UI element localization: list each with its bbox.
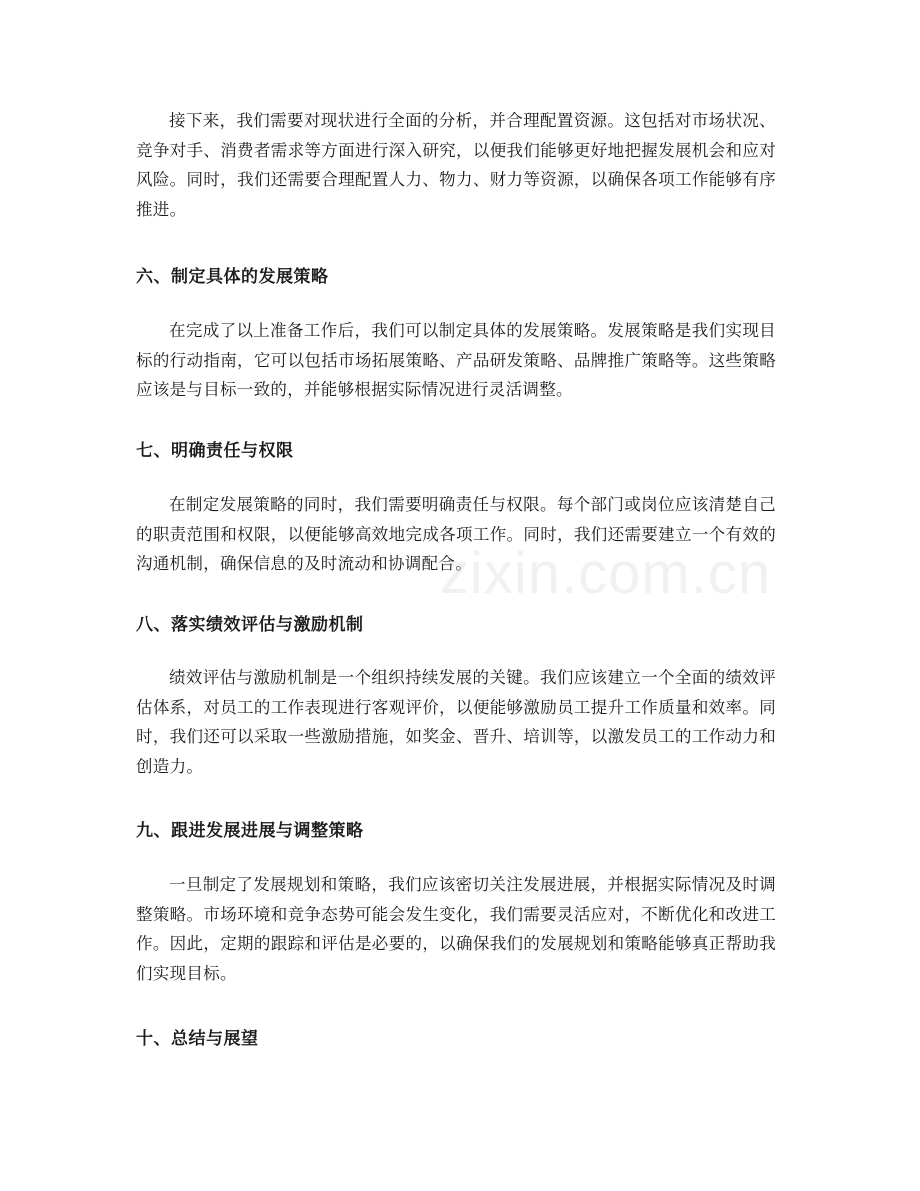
section-heading-10: 十、总结与展望 xyxy=(136,1029,259,1049)
section-heading-6: 六、制定具体的发展策略 xyxy=(136,267,329,287)
section-body-9: 一旦制定了发展规划和策略，我们应该密切关注发展进展，并根据实际情况及时调整策略。市场环境和竞争态势可能会发生变化，我们需要灵活应对，不断优化和改进工作。因此，定期的跟踪和评估是必要的，以确保我们的发展规划和策略能够真正帮助我们实现目标。 xyxy=(136,875,776,983)
intro-paragraph: 接下来，我们需要对现状进行全面的分析，并合理配置资源。这包括对市场状况、竞争对手、消费者需求等方面进行深入研究，以便我们能够更好地把握发展机会和应对风险。同时，我们还需要合理配置人力、物力、财力等资源，以确保各项工作能够有序推进。 xyxy=(136,111,776,219)
section-heading-8: 八、落实绩效评估与激励机制 xyxy=(136,615,364,635)
section-heading-9: 九、跟进发展进展与调整策略 xyxy=(136,821,364,841)
section-heading-7: 七、明确责任与权限 xyxy=(136,441,294,461)
section-body-6: 在完成了以上准备工作后，我们可以制定具体的发展策略。发展策略是我们实现目标的行动指南，它可以包括市场拓展策略、产品研发策略、品牌推广策略等。这些策略应该是与目标一致的，并能够根据实际情况进行灵活调整。 xyxy=(136,321,776,399)
section-body-8: 绩效评估与激励机制是一个组织持续发展的关键。我们应该建立一个全面的绩效评估体系，对员工的工作表现进行客观评价，以便能够激励员工提升工作质量和效率。同时，我们还可以采取一些激励措施，如奖金、晋升、培训等，以激发员工的工作动力和创造力。 xyxy=(136,668,776,776)
watermark: zixin.com.cn xyxy=(440,541,772,606)
section-body-7: 在制定发展策略的同时，我们需要明确责任与权限。每个部门或岗位应该清楚自己的职责范围和权限，以便能够高效地完成各项工作。同时，我们还需要建立一个有效的沟通机制，确保信息的及时流动和协调配合。 xyxy=(136,495,776,573)
